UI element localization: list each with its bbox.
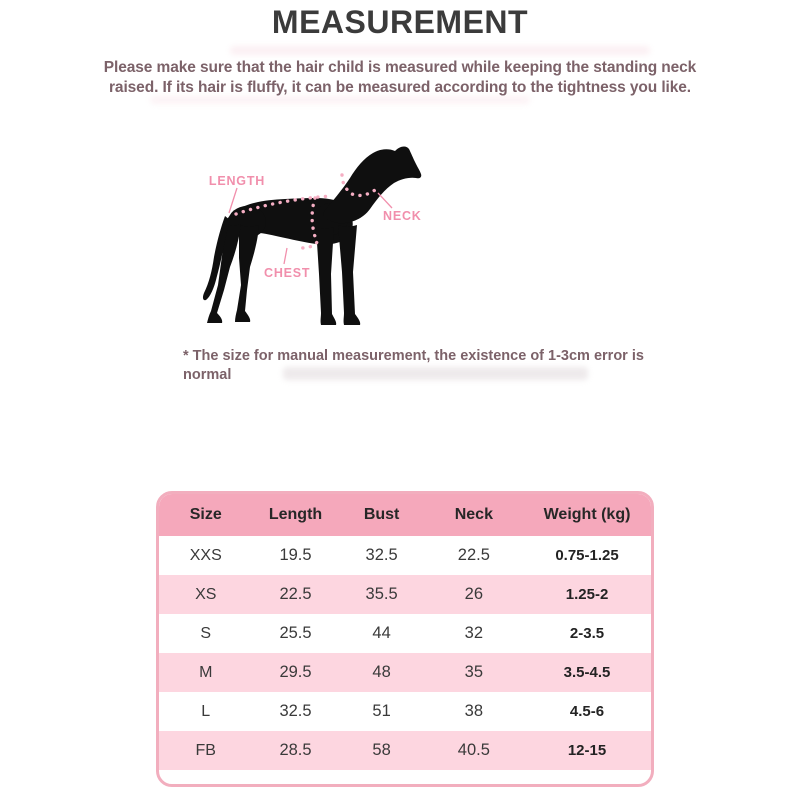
instructions-line-1: Please make sure that the hair child is measured while keeping the standing neck bbox=[103, 59, 697, 76]
table-row-xs bbox=[159, 575, 651, 614]
table-row-m bbox=[159, 653, 651, 692]
chest-leader-line bbox=[284, 248, 287, 264]
cell-neck: 26 bbox=[425, 575, 523, 614]
cell-length: 29.5 bbox=[252, 653, 338, 692]
measurement-error-note bbox=[183, 347, 653, 385]
cell-neck: 22.5 bbox=[425, 536, 523, 575]
cell-weight: 0.75-1.25 bbox=[523, 536, 651, 575]
cell-length: 25.5 bbox=[252, 614, 338, 653]
column-header-neck: Neck bbox=[425, 494, 523, 536]
cell-length: 22.5 bbox=[252, 575, 338, 614]
cell-neck: 38 bbox=[425, 692, 523, 731]
cell-length: 32.5 bbox=[252, 692, 338, 731]
cell-neck: 40.5 bbox=[425, 731, 523, 770]
cell-bust: 58 bbox=[339, 731, 425, 770]
cell-weight: 12-15 bbox=[523, 731, 651, 770]
cell-size: M bbox=[159, 653, 252, 692]
cell-weight: 1.25-2 bbox=[523, 575, 651, 614]
column-header-bust: Bust bbox=[339, 494, 425, 536]
cell-neck: 35 bbox=[425, 653, 523, 692]
neck-leader-line bbox=[378, 193, 392, 208]
cell-length: 19.5 bbox=[252, 536, 338, 575]
cell-weight: 2-3.5 bbox=[523, 614, 651, 653]
chest-label: CHEST bbox=[264, 266, 311, 280]
cell-neck: 32 bbox=[425, 614, 523, 653]
cell-bust: 35.5 bbox=[339, 575, 425, 614]
note-line-2: normal bbox=[183, 367, 232, 383]
table-row-fb bbox=[159, 731, 651, 770]
dog-measurement-diagram bbox=[180, 130, 480, 350]
dog-diagram-svg bbox=[180, 130, 480, 350]
page-title: MEASUREMENT bbox=[271, 4, 529, 40]
cell-length: 28.5 bbox=[252, 731, 338, 770]
cell-weight: 4.5-6 bbox=[523, 692, 651, 731]
cell-bust: 48 bbox=[339, 653, 425, 692]
instructions-line-2: raised. If its hair is fluffy, it can be measured according to the tightness you like. bbox=[109, 79, 691, 96]
cell-size: S bbox=[159, 614, 252, 653]
column-header-size: Size bbox=[159, 494, 252, 536]
watermark-band bbox=[230, 46, 650, 55]
column-header-length: Length bbox=[252, 494, 338, 536]
cell-size: XXS bbox=[159, 536, 252, 575]
table-row-xxs bbox=[159, 536, 651, 575]
size-chart-header-row bbox=[159, 494, 651, 536]
cell-bust: 32.5 bbox=[339, 536, 425, 575]
measurement-instructions bbox=[0, 58, 800, 98]
cell-size: FB bbox=[159, 731, 252, 770]
cell-size: L bbox=[159, 692, 252, 731]
cell-bust: 51 bbox=[339, 692, 425, 731]
neck-label: NECK bbox=[383, 209, 422, 223]
cell-bust: 44 bbox=[339, 614, 425, 653]
table-row-s bbox=[159, 614, 651, 653]
cell-size: XS bbox=[159, 575, 252, 614]
size-chart-card bbox=[156, 491, 654, 787]
cell-weight: 3.5-4.5 bbox=[523, 653, 651, 692]
note-line-1: * The size for manual measurement, the existence of 1-3cm error is bbox=[183, 348, 644, 364]
table-row-l bbox=[159, 692, 651, 731]
column-header-weight: Weight (kg) bbox=[523, 494, 651, 536]
size-chart-table bbox=[159, 494, 651, 770]
length-label: LENGTH bbox=[208, 174, 266, 188]
